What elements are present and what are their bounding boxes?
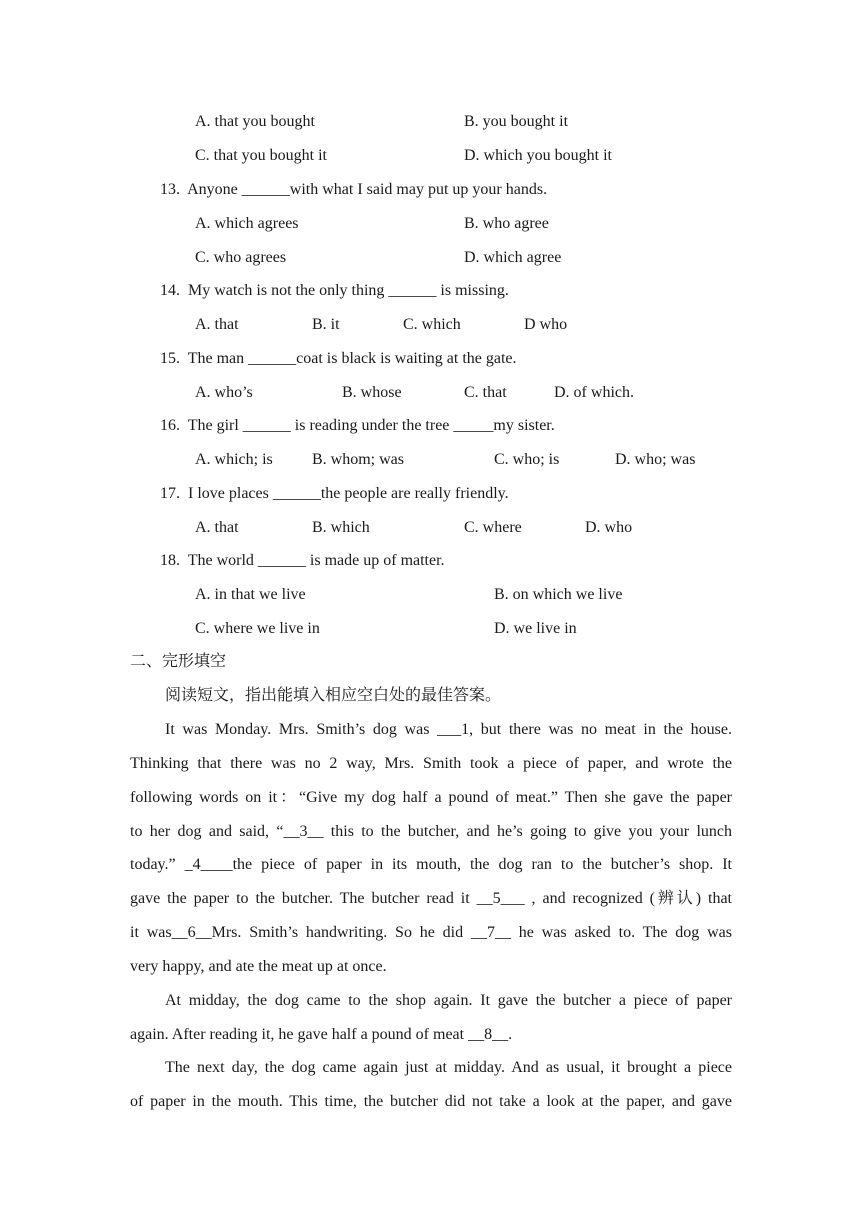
q12-option-b: B. you bought it bbox=[464, 113, 569, 130]
section-instruction: 阅读短文，指出能填入相应空白处的最佳答案。 bbox=[165, 687, 502, 704]
passage-line: It was Monday. Mrs. Smith’s dog was ___1, but there was no meat in the house. bbox=[165, 721, 732, 738]
passage-line: The next day, the dog came again just at midday. And as usual, it brought a piece bbox=[165, 1059, 732, 1076]
q13-option-a: A. which agrees bbox=[195, 215, 299, 232]
passage-line: gave the paper to the butcher. The butcher read it __5___ , and recognized (辨认) that bbox=[130, 890, 732, 907]
q12-option-c: C. that you bought it bbox=[195, 147, 327, 164]
passage-line: of paper in the mouth. This time, the butcher did not take a look at the paper, and gave bbox=[130, 1093, 732, 1110]
q18-option-b: B. on which we live bbox=[494, 586, 623, 603]
passage-line: Thinking that there was no 2 way, Mrs. Smith took a piece of paper, and wrote the bbox=[130, 755, 732, 772]
q17-stem: 17. I love places ______the people are really friendly. bbox=[160, 485, 509, 502]
q15-option-a: A. who’s bbox=[195, 384, 253, 401]
q17-option-d: D. who bbox=[585, 519, 633, 536]
q15-stem: 15. The man ______coat is black is waiting at the gate. bbox=[160, 350, 517, 367]
passage-line: At midday, the dog came to the shop again. It gave the butcher a piece of paper bbox=[165, 992, 732, 1009]
q16-option-b: B. whom; was bbox=[312, 451, 404, 468]
q12-option-d: D. which you bought it bbox=[464, 147, 612, 164]
q13-option-d: D. which agree bbox=[464, 249, 562, 266]
q14-option-b: B. it bbox=[312, 316, 340, 333]
passage-line: again. After reading it, he gave half a pound of meat __8__. bbox=[130, 1026, 513, 1043]
q17-option-b: B. which bbox=[312, 519, 370, 536]
q18-option-d: D. we live in bbox=[494, 620, 577, 637]
passage-line: very happy, and ate the meat up at once. bbox=[130, 958, 387, 975]
q15-option-d: D. of which. bbox=[554, 384, 634, 401]
q16-option-a: A. which; is bbox=[195, 451, 273, 468]
q18-option-c: C. where we live in bbox=[195, 620, 320, 637]
passage-line: to her dog and said, “__3__ this to the butcher, and he’s going to give you your lunch bbox=[130, 823, 732, 840]
q17-option-a: A. that bbox=[195, 519, 239, 536]
q15-option-b: B. whose bbox=[342, 384, 402, 401]
q15-option-c: C. that bbox=[464, 384, 507, 401]
q13-option-c: C. who agrees bbox=[195, 249, 287, 266]
q13-stem: 13. Anyone ______with what I said may put up your hands. bbox=[160, 181, 548, 198]
passage-line: it was__6__Mrs. Smith’s handwriting. So he did __7__ he was asked to. The dog was bbox=[130, 924, 732, 941]
q16-option-c: C. who; is bbox=[494, 451, 560, 468]
q16-option-d: D. who; was bbox=[615, 451, 696, 468]
q18-stem: 18. The world ______ is made up of matter. bbox=[160, 552, 445, 569]
q13-option-b: B. who agree bbox=[464, 215, 549, 232]
q14-option-a: A. that bbox=[195, 316, 239, 333]
q14-stem: 14. My watch is not the only thing ______ is missing. bbox=[160, 282, 509, 299]
q18-option-a: A. in that we live bbox=[195, 586, 306, 603]
q14-option-d: D who bbox=[524, 316, 568, 333]
q12-option-a: A. that you bought bbox=[195, 113, 315, 130]
passage-line: today.” _4____the piece of paper in its mouth, the dog ran to the butcher’s shop. It bbox=[130, 856, 732, 873]
q14-option-c: C. which bbox=[403, 316, 461, 333]
passage-line: following words on it：“Give my dog half a pound of meat.” Then she gave the paper bbox=[130, 789, 732, 806]
q16-stem: 16. The girl ______ is reading under the tree _____my sister. bbox=[160, 417, 555, 434]
section-heading: 二、完形填空 bbox=[130, 653, 227, 670]
q17-option-c: C. where bbox=[464, 519, 522, 536]
